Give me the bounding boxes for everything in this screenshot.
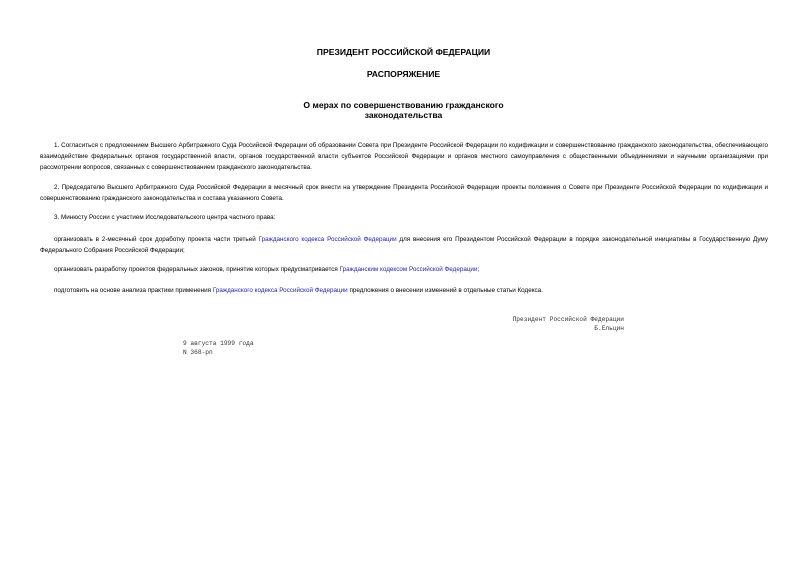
paragraph-2: 2. Председателю Высшего Арбитражного Суда Российской Федерации в месячный срок внести на утверждение Президента Российской Федерации проекты положения о Совете при Президенте Российской Федерации по кодификации и совершенствованию гражданского законодательства и состава указанного Совета. — [40, 184, 768, 202]
civil-code-link-2[interactable]: Гражданским кодексом Российской Федерации — [339, 266, 478, 273]
paragraph-4 — [40, 234, 768, 256]
issuer-heading: ПРЕЗИДЕНТ РОССИЙСКОЙ ФЕДЕРАЦИИ — [316, 47, 491, 57]
paragraph-6 — [40, 285, 768, 296]
paragraph-1: 1. Согласиться с предложением Высшего Арбитражного Суда Российской Федерации об образовании Совета при Президенте Российской Федерации по кодификации и совершенствованию гражданского законодательства, обеспечивающего взаимодействие федеральных органов государственной власти, органов государственной власти субъектов Российской Федерации и органов местного самоуправления с общественными объединениями и научными организациями при рассмотрении вопросов, связанных с совершенствованием гражданского законодательства. — [40, 142, 768, 171]
doc-type-heading: РАСПОРЯЖЕНИЕ — [366, 69, 441, 79]
paragraph-6-text-before: подготовить на основе анализа практики применения — [54, 287, 213, 294]
signature-position: Президент Российской Федерации — [512, 316, 624, 323]
paragraph-4-text-before: организовать в 2-месячный срок доработку проекта части третьей — [54, 236, 259, 243]
paragraph-5-text-after: ; — [477, 266, 480, 273]
paragraph-4-text-after: для внесения его Президентом Российской Федерации в порядке законодательной инициативы в Государственную Думу Федерального Собрания Российской Федерации; — [40, 236, 768, 254]
title-line-2: законодательства — [364, 110, 443, 120]
paragraph-5 — [40, 264, 768, 275]
civil-code-link-1[interactable]: Гражданского кодекса Российской Федерации — [258, 236, 397, 243]
document-number: N 368-рп — [183, 349, 213, 356]
paragraph-5-text-before: организовать разработку проектов федеральных законов, принятие которых предусматривается — [54, 266, 340, 273]
paragraph-6-text-after: предложения о внесении изменений в отдельные статьи Кодекса. — [347, 287, 543, 294]
paragraph-3: 3. Минюсту России с участием Исследовательского центра частного права: — [54, 214, 276, 221]
document-date: 9 августа 1999 года — [183, 340, 254, 347]
civil-code-link-3[interactable]: Гражданского кодекса Российской Федерации — [212, 287, 348, 294]
title-line-1: О мерах по совершенствованию гражданского — [303, 100, 504, 110]
signature-name: Б.Ельцин — [594, 325, 624, 332]
